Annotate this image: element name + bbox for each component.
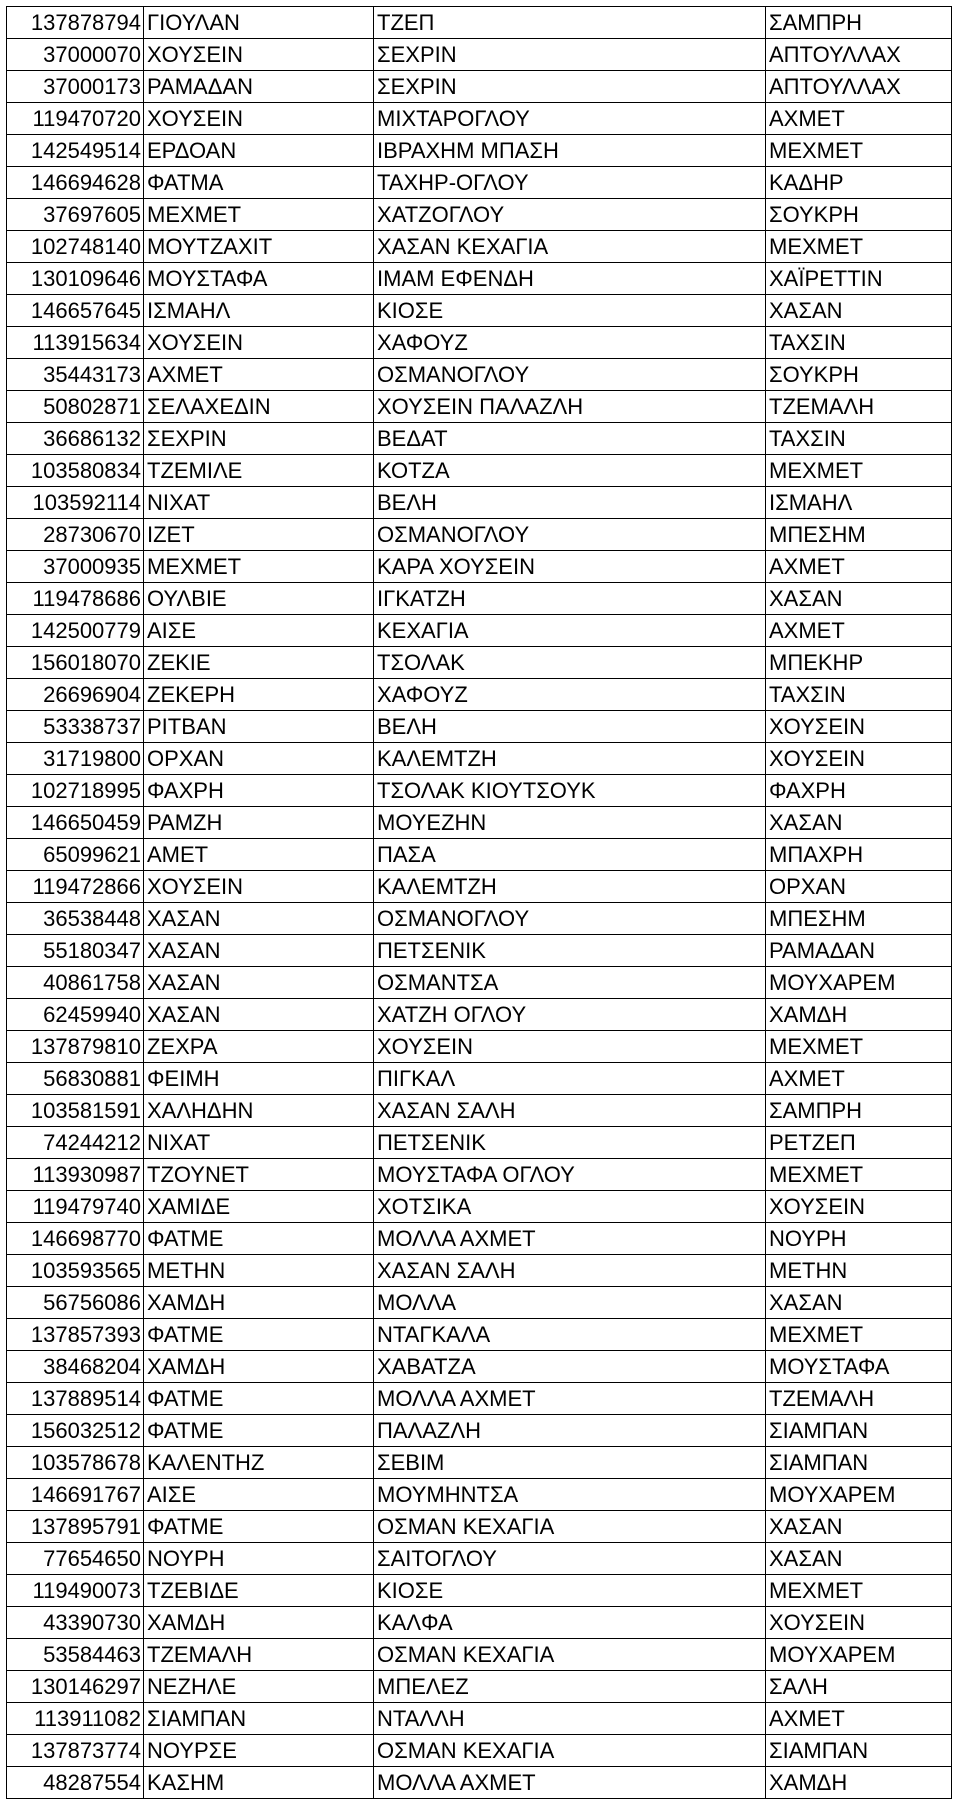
- record-id-cell: 119470720: [7, 103, 144, 135]
- surname-cell: ΧΑΤΖΗ ΟΓΛΟΥ: [374, 999, 766, 1031]
- surname-cell: ΧΟΥΣΕΙΝ: [374, 1031, 766, 1063]
- record-id-cell: 137889514: [7, 1383, 144, 1415]
- father-name-cell: ΧΟΥΣΕΙΝ: [766, 1191, 952, 1223]
- surname-cell: ΧΑΣΑΝ ΚΕΧΑΓΙΑ: [374, 231, 766, 263]
- surname-cell: ΚΑΛΦΑ: [374, 1607, 766, 1639]
- first-name-cell: ΡΑΜΖΗ: [144, 807, 374, 839]
- first-name-cell: ΧΟΥΣΕΙΝ: [144, 871, 374, 903]
- record-id-cell: 35443173: [7, 359, 144, 391]
- father-name-cell: ΚΑΔΗΡ: [766, 167, 952, 199]
- surname-cell: ΝΤΑΛΛΗ: [374, 1703, 766, 1735]
- father-name-cell: ΣΙΑΜΠΑΝ: [766, 1735, 952, 1767]
- first-name-cell: ΤΖΕΜΑΛΗ: [144, 1639, 374, 1671]
- father-name-cell: ΦΑΧΡΗ: [766, 775, 952, 807]
- first-name-cell: ΧΟΥΣΕΙΝ: [144, 103, 374, 135]
- table-row: [7, 647, 952, 679]
- first-name-cell: ΧΑΜΔΗ: [144, 1351, 374, 1383]
- record-id-cell: 56830881: [7, 1063, 144, 1095]
- father-name-cell: ΧΟΥΣΕΙΝ: [766, 743, 952, 775]
- surname-cell: ΚΙΟΣΕ: [374, 1575, 766, 1607]
- surname-cell: ΤΑΧΗΡ-ΟΓΛΟΥ: [374, 167, 766, 199]
- table-row: [7, 551, 952, 583]
- first-name-cell: ΧΑΜΔΗ: [144, 1287, 374, 1319]
- surname-cell: ΣΑΙΤΟΓΛΟΥ: [374, 1543, 766, 1575]
- first-name-cell: ΧΑΣΑΝ: [144, 903, 374, 935]
- surname-cell: ΤΖΕΠ: [374, 7, 766, 39]
- first-name-cell: ΧΑΛΗΔΗΝ: [144, 1095, 374, 1127]
- table-row: [7, 103, 952, 135]
- first-name-cell: ΧΟΥΣΕΙΝ: [144, 327, 374, 359]
- father-name-cell: ΜΕΧΜΕΤ: [766, 1031, 952, 1063]
- first-name-cell: ΓΙΟΥΛΑΝ: [144, 7, 374, 39]
- surname-cell: ΝΤΑΓΚΑΛΑ: [374, 1319, 766, 1351]
- father-name-cell: ΜΠΕΣΗΜ: [766, 519, 952, 551]
- father-name-cell: ΧΑΣΑΝ: [766, 583, 952, 615]
- record-id-cell: 103578678: [7, 1447, 144, 1479]
- first-name-cell: ΤΖΟΥΝΕΤ: [144, 1159, 374, 1191]
- record-id-cell: 48287554: [7, 1767, 144, 1799]
- first-name-cell: ΑΙΣΕ: [144, 615, 374, 647]
- table-row: [7, 775, 952, 807]
- table-row: [7, 1095, 952, 1127]
- table-row: [7, 135, 952, 167]
- surname-cell: ΒΕΛΗ: [374, 711, 766, 743]
- record-id-cell: 26696904: [7, 679, 144, 711]
- first-name-cell: ΧΟΥΣΕΙΝ: [144, 39, 374, 71]
- first-name-cell: ΝΙΧΑΤ: [144, 1127, 374, 1159]
- first-name-cell: ΝΟΥΡΗ: [144, 1543, 374, 1575]
- table-row: [7, 327, 952, 359]
- record-id-cell: 74244212: [7, 1127, 144, 1159]
- surname-cell: ΧΑΒΑΤΖΑ: [374, 1351, 766, 1383]
- record-id-cell: 146691767: [7, 1479, 144, 1511]
- table-row: [7, 1639, 952, 1671]
- table-row: [7, 807, 952, 839]
- record-id-cell: 113930987: [7, 1159, 144, 1191]
- record-id-cell: 36686132: [7, 423, 144, 455]
- record-id-cell: 113911082: [7, 1703, 144, 1735]
- father-name-cell: ΜΕΤΗΝ: [766, 1255, 952, 1287]
- first-name-cell: ΑΧΜΕΤ: [144, 359, 374, 391]
- record-id-cell: 37000935: [7, 551, 144, 583]
- record-id-cell: 137895791: [7, 1511, 144, 1543]
- surname-cell: ΠΙΓΚΑΛ: [374, 1063, 766, 1095]
- table-row: [7, 839, 952, 871]
- first-name-cell: ΜΕΧΜΕΤ: [144, 199, 374, 231]
- surname-cell: ΠΕΤΣΕΝΙΚ: [374, 1127, 766, 1159]
- record-id-cell: 28730670: [7, 519, 144, 551]
- father-name-cell: ΣΑΜΠΡΗ: [766, 7, 952, 39]
- first-name-cell: ΙΣΜΑΗΛ: [144, 295, 374, 327]
- surname-cell: ΟΣΜΑΝ ΚΕΧΑΓΙΑ: [374, 1511, 766, 1543]
- table-row: [7, 1543, 952, 1575]
- father-name-cell: ΤΑΧΣΙΝ: [766, 423, 952, 455]
- father-name-cell: ΜΟΥΧΑΡΕΜ: [766, 967, 952, 999]
- record-id-cell: 146694628: [7, 167, 144, 199]
- first-name-cell: ΤΖΕΒΙΔΕ: [144, 1575, 374, 1607]
- first-name-cell: ΕΡΔΟΑΝ: [144, 135, 374, 167]
- record-id-cell: 130146297: [7, 1671, 144, 1703]
- surname-cell: ΜΙΧΤΑΡΟΓΛΟΥ: [374, 103, 766, 135]
- father-name-cell: ΑΧΜΕΤ: [766, 1063, 952, 1095]
- first-name-cell: ΟΡΧΑΝ: [144, 743, 374, 775]
- table-row: [7, 231, 952, 263]
- father-name-cell: ΑΠΤΟΥΛΛΑΧ: [766, 71, 952, 103]
- father-name-cell: ΑΧΜΕΤ: [766, 551, 952, 583]
- surname-cell: ΚΟΤΖΑ: [374, 455, 766, 487]
- father-name-cell: ΧΑΜΔΗ: [766, 999, 952, 1031]
- record-id-cell: 65099621: [7, 839, 144, 871]
- surname-cell: ΧΟΥΣΕΙΝ ΠΑΛΑΖΛΗ: [374, 391, 766, 423]
- record-id-cell: 77654650: [7, 1543, 144, 1575]
- table-row: [7, 487, 952, 519]
- father-name-cell: ΜΠΕΣΗΜ: [766, 903, 952, 935]
- first-name-cell: ΧΑΣΑΝ: [144, 967, 374, 999]
- surname-cell: ΜΟΛΛΑ: [374, 1287, 766, 1319]
- table-row: [7, 359, 952, 391]
- table-row: [7, 999, 952, 1031]
- surname-cell: ΠΑΛΑΖΛΗ: [374, 1415, 766, 1447]
- surname-cell: ΠΕΤΣΕΝΙΚ: [374, 935, 766, 967]
- table-row: [7, 1319, 952, 1351]
- surname-cell: ΜΟΥΜΗΝΤΣΑ: [374, 1479, 766, 1511]
- surname-cell: ΧΟΤΣΙΚΑ: [374, 1191, 766, 1223]
- father-name-cell: ΤΑΧΣΙΝ: [766, 327, 952, 359]
- record-id-cell: 102718995: [7, 775, 144, 807]
- table-row: [7, 455, 952, 487]
- record-id-cell: 40861758: [7, 967, 144, 999]
- first-name-cell: ΧΑΜΔΗ: [144, 1607, 374, 1639]
- record-id-cell: 37697605: [7, 199, 144, 231]
- father-name-cell: ΧΑΣΑΝ: [766, 807, 952, 839]
- record-id-cell: 102748140: [7, 231, 144, 263]
- first-name-cell: ΜΕΧΜΕΤ: [144, 551, 374, 583]
- surname-cell: ΜΟΛΛΑ ΑΧΜΕΤ: [374, 1767, 766, 1799]
- record-id-cell: 103593565: [7, 1255, 144, 1287]
- father-name-cell: ΣΙΑΜΠΑΝ: [766, 1415, 952, 1447]
- record-id-cell: 119490073: [7, 1575, 144, 1607]
- record-id-cell: 137873774: [7, 1735, 144, 1767]
- table-row: [7, 1575, 952, 1607]
- record-id-cell: 137878794: [7, 7, 144, 39]
- first-name-cell: ΤΖΕΜΙΛΕ: [144, 455, 374, 487]
- record-id-cell: 53584463: [7, 1639, 144, 1671]
- table-row: [7, 711, 952, 743]
- father-name-cell: ΧΑΣΑΝ: [766, 1511, 952, 1543]
- surname-cell: ΧΑΣΑΝ ΣΑΛΗ: [374, 1095, 766, 1127]
- record-id-cell: 142500779: [7, 615, 144, 647]
- record-id-cell: 146657645: [7, 295, 144, 327]
- table-row: [7, 71, 952, 103]
- father-name-cell: ΧΟΥΣΕΙΝ: [766, 1607, 952, 1639]
- table-row: [7, 1511, 952, 1543]
- record-id-cell: 130109646: [7, 263, 144, 295]
- first-name-cell: ΝΕΖΗΛΕ: [144, 1671, 374, 1703]
- first-name-cell: ΧΑΜΙΔΕ: [144, 1191, 374, 1223]
- surname-cell: ΧΑΦΟΥΖ: [374, 679, 766, 711]
- table-row: [7, 679, 952, 711]
- record-id-cell: 37000173: [7, 71, 144, 103]
- father-name-cell: ΣΟΥΚΡΗ: [766, 359, 952, 391]
- surname-cell: ΙΓΚΑΤΖΗ: [374, 583, 766, 615]
- father-name-cell: ΤΖΕΜΑΛΗ: [766, 1383, 952, 1415]
- father-name-cell: ΣΑΜΠΡΗ: [766, 1095, 952, 1127]
- surname-cell: ΤΣΟΛΑΚ: [374, 647, 766, 679]
- table-row: [7, 1255, 952, 1287]
- father-name-cell: ΝΟΥΡΗ: [766, 1223, 952, 1255]
- surname-cell: ΒΕΔΑΤ: [374, 423, 766, 455]
- first-name-cell: ΣΕΧΡΙΝ: [144, 423, 374, 455]
- father-name-cell: ΣΟΥΚΡΗ: [766, 199, 952, 231]
- first-name-cell: ΣΙΑΜΠΑΝ: [144, 1703, 374, 1735]
- records-table-body: [7, 7, 952, 1799]
- record-id-cell: 103580834: [7, 455, 144, 487]
- surname-cell: ΠΑΣΑ: [374, 839, 766, 871]
- record-id-cell: 137857393: [7, 1319, 144, 1351]
- father-name-cell: ΑΧΜΕΤ: [766, 615, 952, 647]
- table-row: [7, 583, 952, 615]
- record-id-cell: 119472866: [7, 871, 144, 903]
- table-row: [7, 1671, 952, 1703]
- table-row: [7, 295, 952, 327]
- surname-cell: ΚΑΡΑ ΧΟΥΣΕΙΝ: [374, 551, 766, 583]
- surname-cell: ΟΣΜΑΝΟΓΛΟΥ: [374, 359, 766, 391]
- first-name-cell: ΧΑΣΑΝ: [144, 935, 374, 967]
- surname-cell: ΜΟΛΛΑ ΑΧΜΕΤ: [374, 1223, 766, 1255]
- surname-cell: ΣΕΧΡΙΝ: [374, 71, 766, 103]
- first-name-cell: ΖΕΚΕΡΗ: [144, 679, 374, 711]
- record-id-cell: 119479740: [7, 1191, 144, 1223]
- record-id-cell: 156032512: [7, 1415, 144, 1447]
- father-name-cell: ΜΕΧΜΕΤ: [766, 1159, 952, 1191]
- first-name-cell: ΦΑΤΜΑ: [144, 167, 374, 199]
- first-name-cell: ΡΑΜΑΔΑΝ: [144, 71, 374, 103]
- surname-cell: ΜΠΕΛΕΖ: [374, 1671, 766, 1703]
- father-name-cell: ΧΑΪΡΕΤΤΙΝ: [766, 263, 952, 295]
- record-id-cell: 146650459: [7, 807, 144, 839]
- first-name-cell: ΜΟΥΣΤΑΦΑ: [144, 263, 374, 295]
- first-name-cell: ΦΑΧΡΗ: [144, 775, 374, 807]
- father-name-cell: ΑΠΤΟΥΛΛΑΧ: [766, 39, 952, 71]
- table-row: [7, 615, 952, 647]
- record-id-cell: 62459940: [7, 999, 144, 1031]
- first-name-cell: ΜΟΥΤΖΑΧΙΤ: [144, 231, 374, 263]
- table-row: [7, 1223, 952, 1255]
- table-row: [7, 743, 952, 775]
- first-name-cell: ΚΑΣΗΜ: [144, 1767, 374, 1799]
- surname-cell: ΟΣΜΑΝΤΣΑ: [374, 967, 766, 999]
- father-name-cell: ΜΠΕΚΗΡ: [766, 647, 952, 679]
- first-name-cell: ΑΙΣΕ: [144, 1479, 374, 1511]
- surname-cell: ΟΣΜΑΝΟΓΛΟΥ: [374, 519, 766, 551]
- first-name-cell: ΑΜΕΤ: [144, 839, 374, 871]
- father-name-cell: ΧΑΣΑΝ: [766, 1287, 952, 1319]
- table-row: [7, 903, 952, 935]
- records-table: [6, 6, 952, 1799]
- table-row: [7, 263, 952, 295]
- record-id-cell: 103592114: [7, 487, 144, 519]
- surname-cell: ΚΑΛΕΜΤΖΗ: [374, 743, 766, 775]
- father-name-cell: ΜΟΥΧΑΡΕΜ: [766, 1639, 952, 1671]
- father-name-cell: ΑΧΜΕΤ: [766, 1703, 952, 1735]
- first-name-cell: ΦΑΤΜΕ: [144, 1319, 374, 1351]
- father-name-cell: ΑΧΜΕΤ: [766, 103, 952, 135]
- surname-cell: ΟΣΜΑΝ ΚΕΧΑΓΙΑ: [374, 1639, 766, 1671]
- record-id-cell: 56756086: [7, 1287, 144, 1319]
- father-name-cell: ΡΑΜΑΔΑΝ: [766, 935, 952, 967]
- table-row: [7, 1351, 952, 1383]
- father-name-cell: ΣΙΑΜΠΑΝ: [766, 1447, 952, 1479]
- table-row: [7, 391, 952, 423]
- father-name-cell: ΜΟΥΧΑΡΕΜ: [766, 1479, 952, 1511]
- table-row: [7, 423, 952, 455]
- table-row: [7, 1479, 952, 1511]
- table-row: [7, 7, 952, 39]
- table-row: [7, 199, 952, 231]
- father-name-cell: ΧΑΣΑΝ: [766, 295, 952, 327]
- first-name-cell: ΦΑΤΜΕ: [144, 1383, 374, 1415]
- father-name-cell: ΡΕΤΖΕΠ: [766, 1127, 952, 1159]
- first-name-cell: ΙΖΕΤ: [144, 519, 374, 551]
- father-name-cell: ΧΟΥΣΕΙΝ: [766, 711, 952, 743]
- table-row: [7, 39, 952, 71]
- record-id-cell: 103581591: [7, 1095, 144, 1127]
- record-id-cell: 50802871: [7, 391, 144, 423]
- first-name-cell: ΜΕΤΗΝ: [144, 1255, 374, 1287]
- father-name-cell: ΤΑΧΣΙΝ: [766, 679, 952, 711]
- surname-cell: ΧΑΣΑΝ ΣΑΛΗ: [374, 1255, 766, 1287]
- father-name-cell: ΧΑΜΔΗ: [766, 1767, 952, 1799]
- table-row: [7, 519, 952, 551]
- record-id-cell: 142549514: [7, 135, 144, 167]
- table-row: [7, 935, 952, 967]
- table-row: [7, 1607, 952, 1639]
- table-row: [7, 1287, 952, 1319]
- record-id-cell: 113915634: [7, 327, 144, 359]
- father-name-cell: ΜΠΑΧΡΗ: [766, 839, 952, 871]
- first-name-cell: ΦΕΙΜΗ: [144, 1063, 374, 1095]
- record-id-cell: 146698770: [7, 1223, 144, 1255]
- record-id-cell: 53338737: [7, 711, 144, 743]
- table-row: [7, 1127, 952, 1159]
- surname-cell: ΤΣΟΛΑΚ ΚΙΟΥΤΣΟΥΚ: [374, 775, 766, 807]
- record-id-cell: 137879810: [7, 1031, 144, 1063]
- record-id-cell: 38468204: [7, 1351, 144, 1383]
- table-row: [7, 1191, 952, 1223]
- father-name-cell: ΧΑΣΑΝ: [766, 1543, 952, 1575]
- surname-cell: ΧΑΤΖΟΓΛΟΥ: [374, 199, 766, 231]
- record-id-cell: 156018070: [7, 647, 144, 679]
- table-row: [7, 1415, 952, 1447]
- table-row: [7, 167, 952, 199]
- father-name-cell: ΜΕΧΜΕΤ: [766, 1319, 952, 1351]
- surname-cell: ΣΕΒΙΜ: [374, 1447, 766, 1479]
- record-id-cell: 119478686: [7, 583, 144, 615]
- table-row: [7, 1767, 952, 1799]
- father-name-cell: ΜΕΧΜΕΤ: [766, 1575, 952, 1607]
- table-row: [7, 871, 952, 903]
- first-name-cell: ΦΑΤΜΕ: [144, 1223, 374, 1255]
- father-name-cell: ΣΑΛΗ: [766, 1671, 952, 1703]
- first-name-cell: ΡΙΤΒΑΝ: [144, 711, 374, 743]
- surname-cell: ΚΕΧΑΓΙΑ: [374, 615, 766, 647]
- table-row: [7, 1383, 952, 1415]
- surname-cell: ΚΙΟΣΕ: [374, 295, 766, 327]
- surname-cell: ΜΟΥΕΖΗΝ: [374, 807, 766, 839]
- surname-cell: ΟΣΜΑΝΟΓΛΟΥ: [374, 903, 766, 935]
- table-row: [7, 1063, 952, 1095]
- record-id-cell: 43390730: [7, 1607, 144, 1639]
- first-name-cell: ΚΑΛΕΝΤΗΖ: [144, 1447, 374, 1479]
- record-id-cell: 55180347: [7, 935, 144, 967]
- table-row: [7, 1735, 952, 1767]
- table-row: [7, 1703, 952, 1735]
- first-name-cell: ΧΑΣΑΝ: [144, 999, 374, 1031]
- first-name-cell: ΖΕΧΡΑ: [144, 1031, 374, 1063]
- father-name-cell: ΜΕΧΜΕΤ: [766, 231, 952, 263]
- surname-cell: ΜΟΛΛΑ ΑΧΜΕΤ: [374, 1383, 766, 1415]
- record-id-cell: 36538448: [7, 903, 144, 935]
- father-name-cell: ΤΖΕΜΑΛΗ: [766, 391, 952, 423]
- table-row: [7, 1447, 952, 1479]
- father-name-cell: ΙΣΜΑΗΛ: [766, 487, 952, 519]
- first-name-cell: ΟΥΛΒΙΕ: [144, 583, 374, 615]
- table-row: [7, 967, 952, 999]
- surname-cell: ΙΜΑΜ ΕΦΕΝΔΗ: [374, 263, 766, 295]
- first-name-cell: ΣΕΛΑΧΕΔΙΝ: [144, 391, 374, 423]
- father-name-cell: ΜΕΧΜΕΤ: [766, 135, 952, 167]
- surname-cell: ΙΒΡΑΧΗΜ ΜΠΑΣΗ: [374, 135, 766, 167]
- surname-cell: ΜΟΥΣΤΑΦΑ ΟΓΛΟΥ: [374, 1159, 766, 1191]
- table-row: [7, 1031, 952, 1063]
- surname-cell: ΒΕΛΗ: [374, 487, 766, 519]
- first-name-cell: ΦΑΤΜΕ: [144, 1415, 374, 1447]
- surname-cell: ΣΕΧΡΙΝ: [374, 39, 766, 71]
- record-id-cell: 31719800: [7, 743, 144, 775]
- first-name-cell: ΝΙΧΑΤ: [144, 487, 374, 519]
- first-name-cell: ΖΕΚΙΕ: [144, 647, 374, 679]
- surname-cell: ΟΣΜΑΝ ΚΕΧΑΓΙΑ: [374, 1735, 766, 1767]
- first-name-cell: ΦΑΤΜΕ: [144, 1511, 374, 1543]
- table-row: [7, 1159, 952, 1191]
- first-name-cell: ΝΟΥΡΣΕ: [144, 1735, 374, 1767]
- record-id-cell: 37000070: [7, 39, 144, 71]
- father-name-cell: ΟΡΧΑΝ: [766, 871, 952, 903]
- father-name-cell: ΜΕΧΜΕΤ: [766, 455, 952, 487]
- father-name-cell: ΜΟΥΣΤΑΦΑ: [766, 1351, 952, 1383]
- surname-cell: ΧΑΦΟΥΖ: [374, 327, 766, 359]
- surname-cell: ΚΑΛΕΜΤΖΗ: [374, 871, 766, 903]
